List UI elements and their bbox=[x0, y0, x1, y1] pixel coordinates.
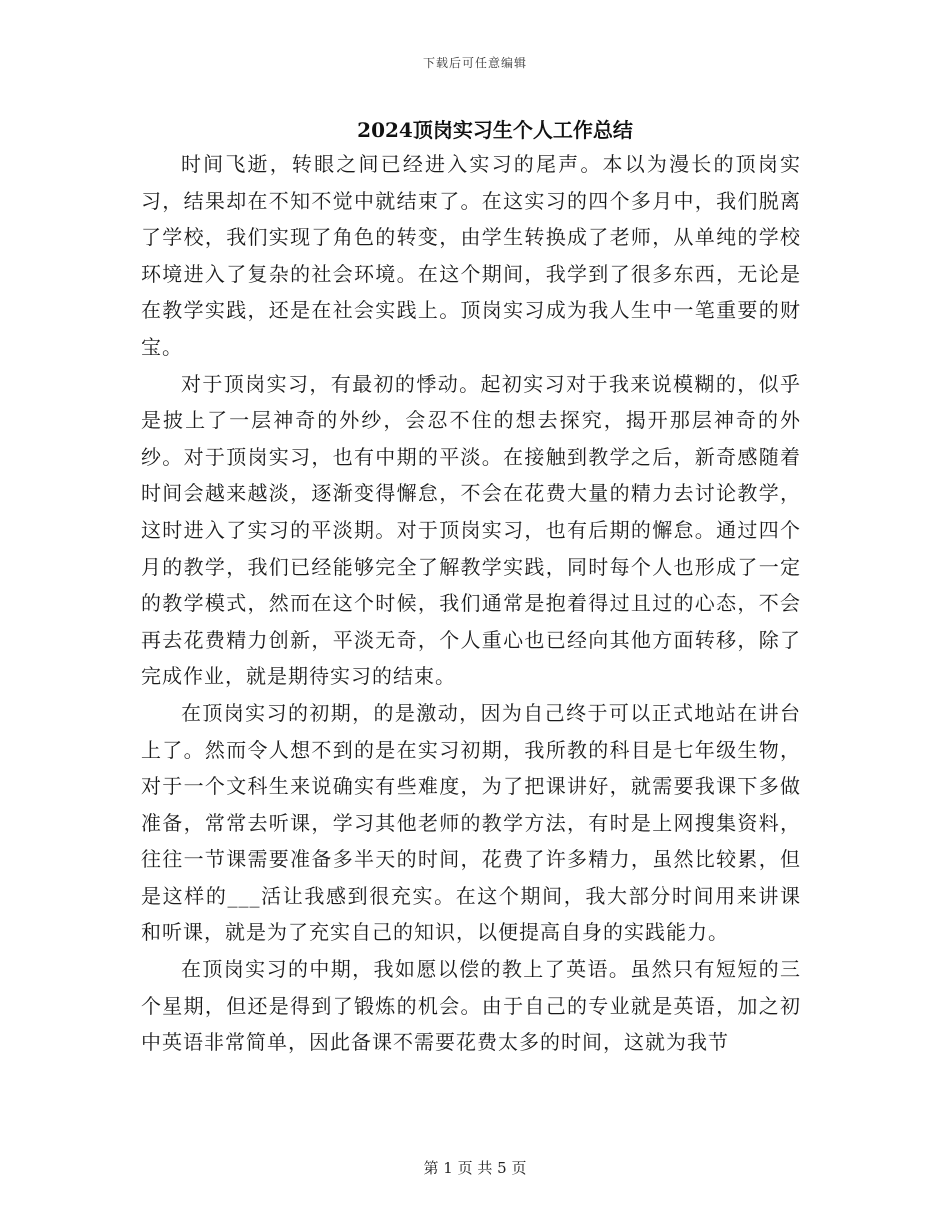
paragraph-1: 时间飞逝，转眼之间已经进入实习的尾声。本以为漫长的顶岗实习，结果却在不知不觉中就结束了。在这实习的四个多月中，我们脱离了学校，我们实现了角色的转变，由学生转换成了老师，从单纯的学校环境进入了复杂的社会环境。在这个期间，我学到了很多东西，无论是在教学实践，还是在社会实践上。顶岗实习成为我人生中一笔重要的财宝。 bbox=[141, 152, 801, 359]
paragraph-4: 在顶岗实习的中期，我如愿以偿的教上了英语。虽然只有短短的三个星期，但还是得到了锻炼的机会。由于自己的专业就是英语，加之初中英语非常简单，因此备课不需要花费太多的时间，这就为我节 bbox=[141, 957, 801, 1055]
page-number: 第 1 页 共 5 页 bbox=[423, 1159, 527, 1177]
paragraph-3: 在顶岗实习的初期，的是激动，因为自己终于可以正式地站在讲台上了。然而令人想不到的是在实习初期，我所教的科目是七年级生物，对于一个文科生来说确实有些难度，为了把课讲好，就需要我课下多做准备，常常去听课，学习其他老师的教学方法，有时是上网搜集资料，往往一节课需要准备多半天的时间，花费了许多精力，虽然比较累，但是这样的___活让我感到很充实。在这个期间，我大部分时间用来讲课和听课，就是为了充实自己的知识，以便提高自身的实践能力。 bbox=[141, 700, 801, 945]
paragraph-2: 对于顶岗实习，有最初的悸动。起初实习对于我来说模糊的，似乎是披上了一层神奇的外纱，会忍不住的想去探究，揭开那层神奇的外纱。对于顶岗实习，也有中期的平淡。在接触到教学之后，新奇感随着时间会越来越淡，逐渐变得懈怠，不会在花费大量的精力去讨论教学，这时进入了实习的平淡期。对于顶岗实习，也有后期的懈怠。通过四个月的教学，我们已经能够完全了解教学实践，同时每个人也形成了一定的教学模式，然而在这个时候，我们通常是抱着得过且过的心态，不会再去花费精力创新，平淡无奇，个人重心也已经向其他方面转移，除了完成作业，就是期待实习的结束。 bbox=[141, 371, 801, 689]
document-body bbox=[141, 146, 801, 1061]
header-note: 下载后可任意编辑 bbox=[422, 56, 527, 70]
document-title: 2024顶岗实习生个人工作总结 bbox=[357, 118, 633, 142]
